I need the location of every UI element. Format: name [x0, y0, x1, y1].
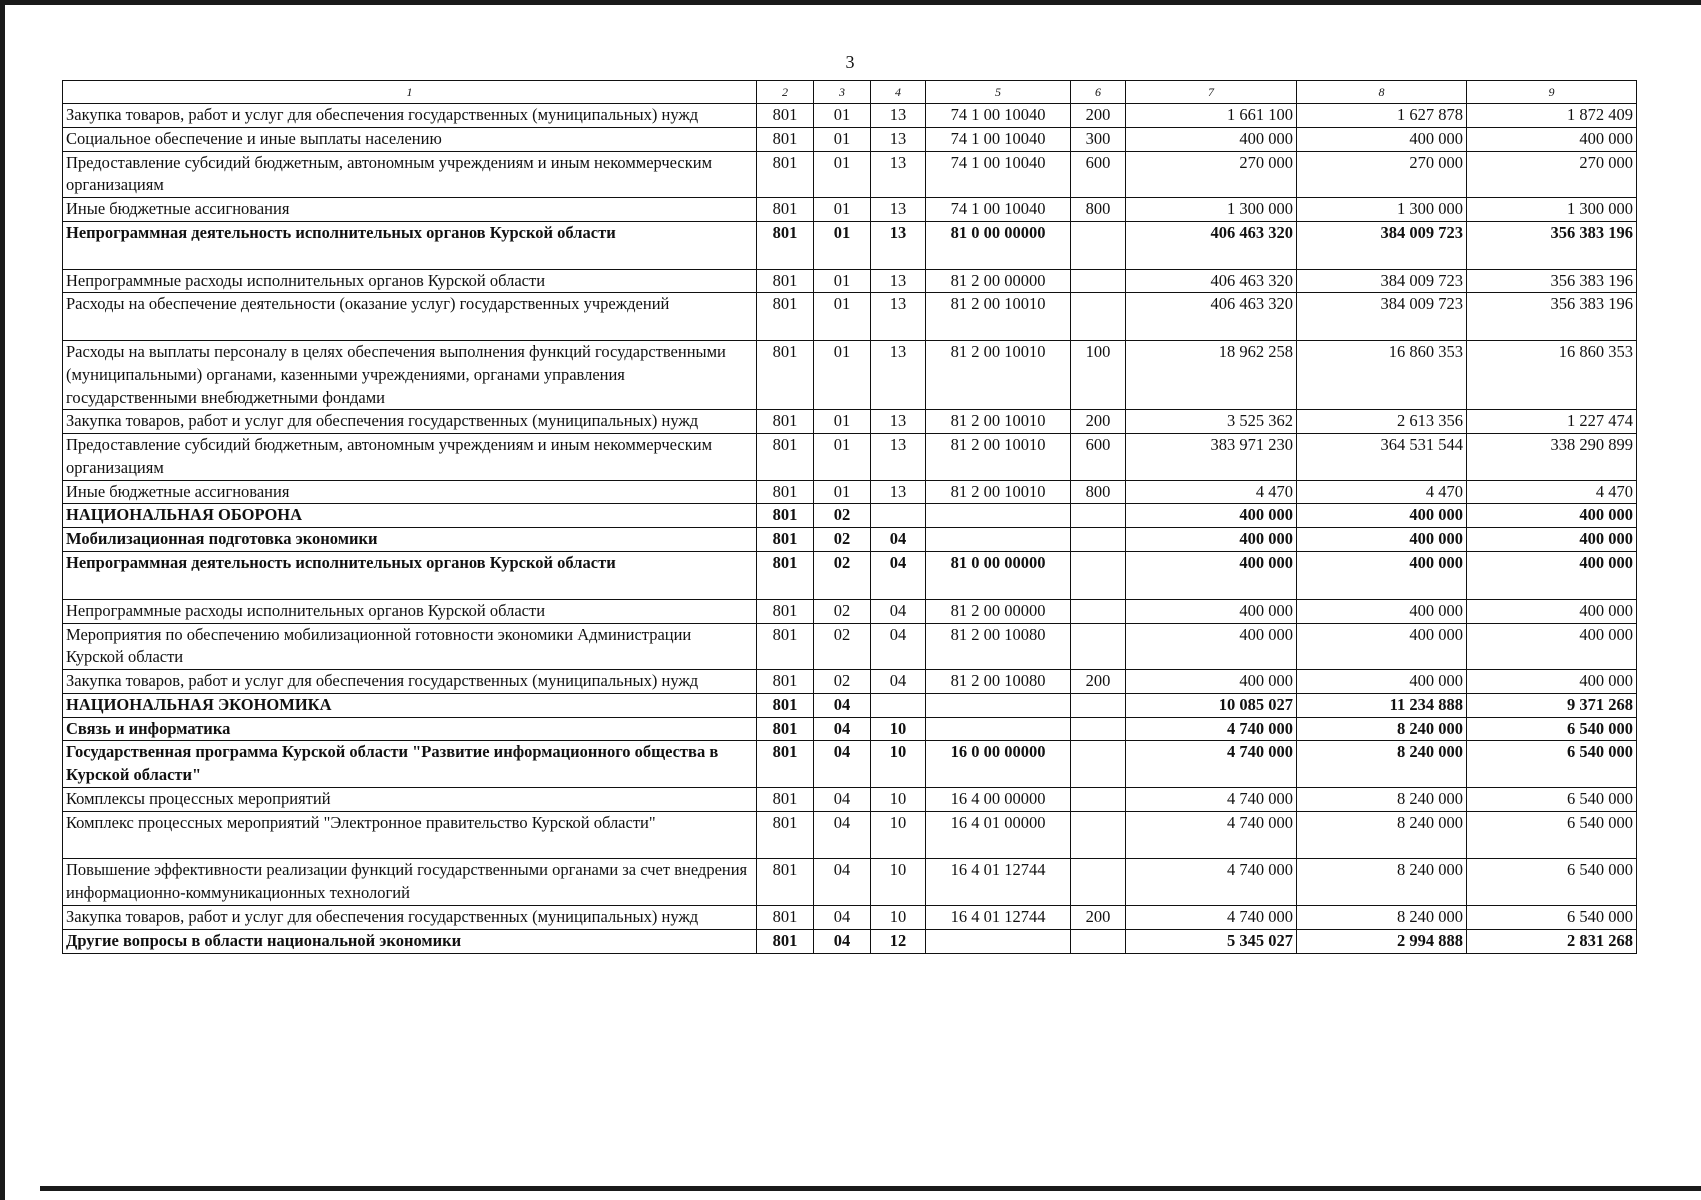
table-row: [63, 410, 1637, 434]
row-code-3-cell: 04: [814, 859, 871, 906]
table-row: [63, 905, 1637, 929]
row-name-cell: Мобилизационная подготовка экономики: [63, 528, 757, 552]
row-code-3-cell: 04: [814, 717, 871, 741]
row-value-9-cell: 6 540 000: [1467, 717, 1637, 741]
row-code-3-cell: 02: [814, 528, 871, 552]
row-code-5-cell: 16 4 01 12744: [926, 859, 1071, 906]
row-value-9-cell: 356 383 196: [1467, 269, 1637, 293]
row-code-2-cell: 801: [757, 127, 814, 151]
row-code-4-cell: 13: [871, 434, 926, 481]
row-value-7-cell: 18 962 258: [1126, 341, 1297, 410]
row-code-5-cell: 81 2 00 00000: [926, 269, 1071, 293]
row-code-2-cell: 801: [757, 811, 814, 859]
table-row: [63, 623, 1637, 670]
row-value-7-cell: 383 971 230: [1126, 434, 1297, 481]
row-code-5-cell: 74 1 00 10040: [926, 127, 1071, 151]
row-code-3-cell: 04: [814, 741, 871, 788]
row-value-9-cell: 1 300 000: [1467, 198, 1637, 222]
row-value-9-cell: 400 000: [1467, 528, 1637, 552]
row-code-4-cell: 04: [871, 528, 926, 552]
row-name-cell: Социальное обеспечение и иные выплаты населению: [63, 127, 757, 151]
row-code-6-cell: [1071, 599, 1126, 623]
row-code-2-cell: 801: [757, 552, 814, 600]
row-code-5-cell: [926, 528, 1071, 552]
table-row: [63, 693, 1637, 717]
row-code-6-cell: 200: [1071, 670, 1126, 694]
row-value-8-cell: 4 470: [1297, 480, 1467, 504]
row-code-5-cell: 81 0 00 00000: [926, 221, 1071, 269]
row-code-3-cell: 04: [814, 929, 871, 953]
row-code-3-cell: 01: [814, 341, 871, 410]
row-code-5-cell: 16 4 01 12744: [926, 905, 1071, 929]
row-value-7-cell: 4 470: [1126, 480, 1297, 504]
row-code-4-cell: 13: [871, 127, 926, 151]
row-value-8-cell: 400 000: [1297, 528, 1467, 552]
row-code-4-cell: 10: [871, 859, 926, 906]
row-value-9-cell: 9 371 268: [1467, 693, 1637, 717]
row-value-7-cell: 400 000: [1126, 623, 1297, 670]
row-code-5-cell: 74 1 00 10040: [926, 198, 1071, 222]
row-code-5-cell: 81 2 00 10080: [926, 623, 1071, 670]
row-value-7-cell: 400 000: [1126, 127, 1297, 151]
col-header-8: 8: [1297, 81, 1467, 104]
row-value-9-cell: 338 290 899: [1467, 434, 1637, 481]
row-code-2-cell: 801: [757, 787, 814, 811]
row-code-6-cell: 200: [1071, 104, 1126, 128]
row-code-2-cell: 801: [757, 599, 814, 623]
row-code-4-cell: 04: [871, 599, 926, 623]
table-row: [63, 599, 1637, 623]
row-name-cell: Непрограммные расходы исполнительных органов Курской области: [63, 269, 757, 293]
row-code-4-cell: [871, 504, 926, 528]
row-code-5-cell: 81 2 00 10010: [926, 434, 1071, 481]
row-code-6-cell: [1071, 717, 1126, 741]
table-row: [63, 293, 1637, 341]
row-name-cell: Непрограммные расходы исполнительных органов Курской области: [63, 599, 757, 623]
row-code-6-cell: 100: [1071, 341, 1126, 410]
row-code-5-cell: 16 4 00 00000: [926, 787, 1071, 811]
row-value-8-cell: 384 009 723: [1297, 221, 1467, 269]
row-code-6-cell: 800: [1071, 198, 1126, 222]
table-row: [63, 504, 1637, 528]
table-row: [63, 528, 1637, 552]
row-code-3-cell: 02: [814, 599, 871, 623]
row-code-5-cell: 81 0 00 00000: [926, 552, 1071, 600]
table-row: [63, 787, 1637, 811]
row-code-4-cell: [871, 693, 926, 717]
row-code-2-cell: 801: [757, 504, 814, 528]
row-value-8-cell: 8 240 000: [1297, 787, 1467, 811]
col-header-5: 5: [926, 81, 1071, 104]
row-code-3-cell: 02: [814, 552, 871, 600]
row-code-6-cell: [1071, 504, 1126, 528]
row-code-6-cell: [1071, 293, 1126, 341]
row-name-cell: Иные бюджетные ассигнования: [63, 198, 757, 222]
row-code-3-cell: 04: [814, 787, 871, 811]
row-code-3-cell: 01: [814, 480, 871, 504]
row-value-9-cell: 6 540 000: [1467, 741, 1637, 788]
row-code-5-cell: 81 2 00 00000: [926, 599, 1071, 623]
row-code-5-cell: [926, 693, 1071, 717]
row-name-cell: Повышение эффективности реализации функций государственными органами за счет внедрения информационно-коммуникационных технологий: [63, 859, 757, 906]
row-code-2-cell: 801: [757, 341, 814, 410]
table-row: [63, 104, 1637, 128]
row-code-2-cell: 801: [757, 623, 814, 670]
row-code-2-cell: 801: [757, 151, 814, 198]
row-code-2-cell: 801: [757, 198, 814, 222]
row-value-7-cell: 4 740 000: [1126, 859, 1297, 906]
row-code-4-cell: 04: [871, 623, 926, 670]
table-row: [63, 480, 1637, 504]
row-value-8-cell: 8 240 000: [1297, 741, 1467, 788]
row-code-4-cell: 13: [871, 293, 926, 341]
scan-border-top: [0, 0, 1701, 5]
row-code-6-cell: 300: [1071, 127, 1126, 151]
row-code-3-cell: 01: [814, 434, 871, 481]
row-value-7-cell: 4 740 000: [1126, 811, 1297, 859]
row-value-8-cell: 1 300 000: [1297, 198, 1467, 222]
table-row: [63, 811, 1637, 859]
row-value-7-cell: 4 740 000: [1126, 741, 1297, 788]
row-code-2-cell: 801: [757, 693, 814, 717]
row-code-6-cell: [1071, 269, 1126, 293]
row-code-6-cell: [1071, 929, 1126, 953]
row-name-cell: Закупка товаров, работ и услуг для обеспечения государственных (муниципальных) нужд: [63, 410, 757, 434]
row-code-2-cell: 801: [757, 104, 814, 128]
row-name-cell: Закупка товаров, работ и услуг для обеспечения государственных (муниципальных) нужд: [63, 905, 757, 929]
row-code-3-cell: 02: [814, 623, 871, 670]
row-value-9-cell: 356 383 196: [1467, 293, 1637, 341]
row-value-9-cell: 400 000: [1467, 127, 1637, 151]
row-code-4-cell: 13: [871, 104, 926, 128]
row-code-4-cell: 13: [871, 221, 926, 269]
row-code-5-cell: 81 2 00 10010: [926, 410, 1071, 434]
row-code-4-cell: 04: [871, 670, 926, 694]
row-code-2-cell: 801: [757, 410, 814, 434]
row-name-cell: Расходы на выплаты персоналу в целях обеспечения выполнения функций государственными (муниципальными) органами, казенными учреждениями, органами управления государственными внебюджетными фондами: [63, 341, 757, 410]
row-name-cell: Комплекс процессных мероприятий "Электронное правительство Курской области": [63, 811, 757, 859]
row-code-2-cell: 801: [757, 717, 814, 741]
row-code-3-cell: 04: [814, 811, 871, 859]
table-row: [63, 929, 1637, 953]
row-value-8-cell: 400 000: [1297, 127, 1467, 151]
row-value-8-cell: 8 240 000: [1297, 859, 1467, 906]
row-value-7-cell: 270 000: [1126, 151, 1297, 198]
row-code-5-cell: [926, 717, 1071, 741]
row-name-cell: Мероприятия по обеспечению мобилизационной готовности экономики Администрации Курской области: [63, 623, 757, 670]
row-code-4-cell: 13: [871, 410, 926, 434]
table-row: [63, 341, 1637, 410]
table-row: [63, 198, 1637, 222]
row-value-9-cell: 400 000: [1467, 504, 1637, 528]
row-code-5-cell: [926, 929, 1071, 953]
row-code-5-cell: 16 0 00 00000: [926, 741, 1071, 788]
row-code-6-cell: [1071, 221, 1126, 269]
row-code-6-cell: [1071, 552, 1126, 600]
row-code-3-cell: 01: [814, 269, 871, 293]
row-code-4-cell: 13: [871, 480, 926, 504]
row-code-6-cell: 200: [1071, 410, 1126, 434]
row-code-6-cell: [1071, 811, 1126, 859]
row-value-9-cell: 4 470: [1467, 480, 1637, 504]
page-number: 3: [845, 52, 855, 72]
table-row: [63, 221, 1637, 269]
row-value-7-cell: 406 463 320: [1126, 269, 1297, 293]
row-value-9-cell: 400 000: [1467, 623, 1637, 670]
budget-table: [62, 80, 1637, 954]
row-name-cell: НАЦИОНАЛЬНАЯ ЭКОНОМИКА: [63, 693, 757, 717]
row-code-2-cell: 801: [757, 293, 814, 341]
row-code-4-cell: 10: [871, 717, 926, 741]
row-code-5-cell: 16 4 01 00000: [926, 811, 1071, 859]
row-name-cell: Непрограммная деятельность исполнительных органов Курской области: [63, 552, 757, 600]
row-code-4-cell: 10: [871, 787, 926, 811]
row-code-3-cell: 04: [814, 905, 871, 929]
row-value-8-cell: 8 240 000: [1297, 905, 1467, 929]
table-row: [63, 552, 1637, 600]
col-header-4: 4: [871, 81, 926, 104]
row-code-4-cell: 13: [871, 269, 926, 293]
row-value-7-cell: 406 463 320: [1126, 293, 1297, 341]
row-value-8-cell: 400 000: [1297, 623, 1467, 670]
row-code-6-cell: [1071, 623, 1126, 670]
row-name-cell: Непрограммная деятельность исполнительных органов Курской области: [63, 221, 757, 269]
row-code-5-cell: 74 1 00 10040: [926, 104, 1071, 128]
row-value-8-cell: 1 627 878: [1297, 104, 1467, 128]
table-body: [63, 104, 1637, 954]
row-code-4-cell: 12: [871, 929, 926, 953]
row-value-9-cell: 2 831 268: [1467, 929, 1637, 953]
table-row: [63, 717, 1637, 741]
row-code-6-cell: 200: [1071, 905, 1126, 929]
col-header-3: 3: [814, 81, 871, 104]
row-value-7-cell: 400 000: [1126, 504, 1297, 528]
row-code-3-cell: 01: [814, 410, 871, 434]
row-value-9-cell: 356 383 196: [1467, 221, 1637, 269]
row-code-2-cell: 801: [757, 480, 814, 504]
row-code-4-cell: 13: [871, 151, 926, 198]
row-value-9-cell: 270 000: [1467, 151, 1637, 198]
row-value-7-cell: 400 000: [1126, 528, 1297, 552]
row-code-2-cell: 801: [757, 929, 814, 953]
row-value-7-cell: 400 000: [1126, 552, 1297, 600]
row-value-8-cell: 270 000: [1297, 151, 1467, 198]
row-code-6-cell: [1071, 787, 1126, 811]
row-code-2-cell: 801: [757, 741, 814, 788]
row-value-8-cell: 400 000: [1297, 504, 1467, 528]
table-row: [63, 741, 1637, 788]
row-name-cell: Расходы на обеспечение деятельности (оказание услуг) государственных учреждений: [63, 293, 757, 341]
scan-border-bottom: [40, 1186, 1701, 1191]
row-code-2-cell: 801: [757, 905, 814, 929]
table-row: [63, 269, 1637, 293]
row-name-cell: Закупка товаров, работ и услуг для обеспечения государственных (муниципальных) нужд: [63, 104, 757, 128]
row-code-3-cell: 04: [814, 693, 871, 717]
row-value-8-cell: 400 000: [1297, 552, 1467, 600]
col-header-6: 6: [1071, 81, 1126, 104]
row-name-cell: Предоставление субсидий бюджетным, автономным учреждениям и иным некоммерческим организациям: [63, 434, 757, 481]
row-code-2-cell: 801: [757, 434, 814, 481]
row-value-9-cell: 400 000: [1467, 552, 1637, 600]
row-code-3-cell: 02: [814, 670, 871, 694]
scan-border-left: [0, 0, 5, 1200]
row-code-4-cell: 10: [871, 811, 926, 859]
row-code-5-cell: 81 2 00 10010: [926, 293, 1071, 341]
row-code-4-cell: 13: [871, 341, 926, 410]
row-code-3-cell: 01: [814, 293, 871, 341]
row-value-7-cell: 3 525 362: [1126, 410, 1297, 434]
row-value-7-cell: 5 345 027: [1126, 929, 1297, 953]
row-code-2-cell: 801: [757, 221, 814, 269]
row-code-4-cell: 13: [871, 198, 926, 222]
row-code-3-cell: 01: [814, 151, 871, 198]
row-code-4-cell: 04: [871, 552, 926, 600]
row-name-cell: Другие вопросы в области национальной экономики: [63, 929, 757, 953]
row-name-cell: Комплексы процессных мероприятий: [63, 787, 757, 811]
table-row: [63, 859, 1637, 906]
row-value-9-cell: 6 540 000: [1467, 787, 1637, 811]
table-row: [63, 434, 1637, 481]
row-name-cell: НАЦИОНАЛЬНАЯ ОБОРОНА: [63, 504, 757, 528]
row-value-8-cell: 2 613 356: [1297, 410, 1467, 434]
row-code-6-cell: [1071, 693, 1126, 717]
row-value-8-cell: 2 994 888: [1297, 929, 1467, 953]
table-row: [63, 670, 1637, 694]
row-value-8-cell: 8 240 000: [1297, 811, 1467, 859]
row-code-3-cell: 01: [814, 127, 871, 151]
row-code-6-cell: 800: [1071, 480, 1126, 504]
row-value-7-cell: 1 300 000: [1126, 198, 1297, 222]
row-value-7-cell: 400 000: [1126, 599, 1297, 623]
row-value-7-cell: 4 740 000: [1126, 787, 1297, 811]
row-value-9-cell: 6 540 000: [1467, 811, 1637, 859]
row-value-9-cell: 16 860 353: [1467, 341, 1637, 410]
row-value-8-cell: 364 531 544: [1297, 434, 1467, 481]
row-code-4-cell: 10: [871, 741, 926, 788]
row-name-cell: Иные бюджетные ассигнования: [63, 480, 757, 504]
row-value-7-cell: 1 661 100: [1126, 104, 1297, 128]
row-value-9-cell: 400 000: [1467, 670, 1637, 694]
row-name-cell: Связь и информатика: [63, 717, 757, 741]
col-header-7: 7: [1126, 81, 1297, 104]
row-code-2-cell: 801: [757, 670, 814, 694]
col-header-1: 1: [63, 81, 757, 104]
row-code-3-cell: 02: [814, 504, 871, 528]
row-code-3-cell: 01: [814, 221, 871, 269]
table-row: [63, 151, 1637, 198]
row-code-3-cell: 01: [814, 198, 871, 222]
row-value-9-cell: 6 540 000: [1467, 859, 1637, 906]
row-code-6-cell: 600: [1071, 151, 1126, 198]
row-value-9-cell: 400 000: [1467, 599, 1637, 623]
row-code-5-cell: 81 2 00 10010: [926, 341, 1071, 410]
row-code-2-cell: 801: [757, 859, 814, 906]
row-value-9-cell: 6 540 000: [1467, 905, 1637, 929]
row-value-9-cell: 1 227 474: [1467, 410, 1637, 434]
row-value-8-cell: 384 009 723: [1297, 269, 1467, 293]
row-name-cell: Закупка товаров, работ и услуг для обеспечения государственных (муниципальных) нужд: [63, 670, 757, 694]
row-code-6-cell: [1071, 528, 1126, 552]
table-row: [63, 127, 1637, 151]
row-value-9-cell: 1 872 409: [1467, 104, 1637, 128]
row-code-5-cell: 81 2 00 10010: [926, 480, 1071, 504]
row-value-8-cell: 384 009 723: [1297, 293, 1467, 341]
row-code-5-cell: 81 2 00 10080: [926, 670, 1071, 694]
row-value-8-cell: 11 234 888: [1297, 693, 1467, 717]
row-value-7-cell: 406 463 320: [1126, 221, 1297, 269]
column-number-header: [63, 81, 1637, 104]
row-code-6-cell: [1071, 859, 1126, 906]
row-code-2-cell: 801: [757, 269, 814, 293]
row-code-6-cell: [1071, 741, 1126, 788]
row-value-7-cell: 4 740 000: [1126, 905, 1297, 929]
row-name-cell: Государственная программа Курской области "Развитие информационного общества в Курской области": [63, 741, 757, 788]
row-code-3-cell: 01: [814, 104, 871, 128]
row-code-5-cell: 74 1 00 10040: [926, 151, 1071, 198]
row-code-2-cell: 801: [757, 528, 814, 552]
row-value-8-cell: 400 000: [1297, 599, 1467, 623]
row-value-7-cell: 400 000: [1126, 670, 1297, 694]
col-header-2: 2: [757, 81, 814, 104]
row-value-8-cell: 8 240 000: [1297, 717, 1467, 741]
row-code-5-cell: [926, 504, 1071, 528]
row-value-7-cell: 4 740 000: [1126, 717, 1297, 741]
col-header-9: 9: [1467, 81, 1637, 104]
row-value-8-cell: 400 000: [1297, 670, 1467, 694]
row-code-4-cell: 10: [871, 905, 926, 929]
row-value-8-cell: 16 860 353: [1297, 341, 1467, 410]
row-name-cell: Предоставление субсидий бюджетным, автономным учреждениям и иным некоммерческим организациям: [63, 151, 757, 198]
row-code-6-cell: 600: [1071, 434, 1126, 481]
row-value-7-cell: 10 085 027: [1126, 693, 1297, 717]
